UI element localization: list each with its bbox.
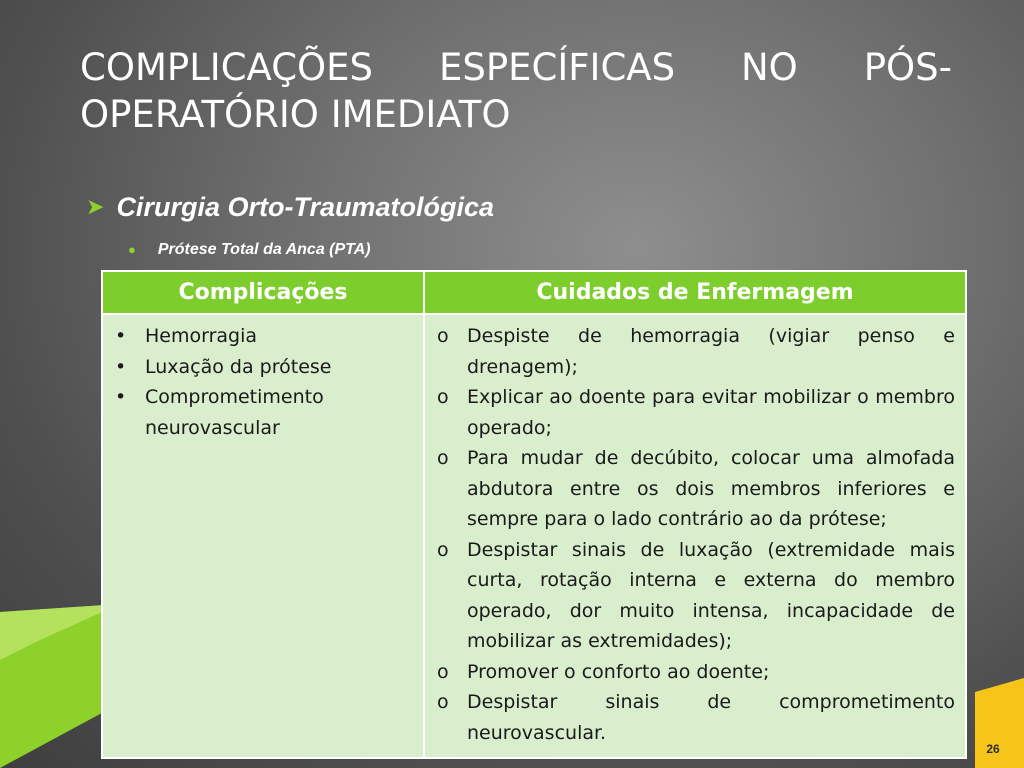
- list-item: • Hemorragia: [115, 321, 415, 352]
- bullet-level2: [128, 239, 371, 261]
- complications-cell: [102, 314, 424, 758]
- bullet-level2-text: Prótese Total da Anca (PTA): [157, 241, 371, 258]
- list-item: o Despiste de hemorragia (vigiar penso e drenagem);: [437, 321, 955, 382]
- dot-icon: ●: [128, 242, 136, 257]
- nursing-care-list: [437, 321, 955, 748]
- nursing-care-cell: [424, 314, 966, 758]
- list-item: o Despistar sinais de luxação (extremidade mais curta, rotação interna e externa do membro operado, dor muito intensa, incapacidade de mobilizar as extremidades);: [437, 535, 955, 657]
- list-item: • Comprometimento neurovascular: [115, 382, 415, 443]
- list-item: o Para mudar de decúbito, colocar uma almofada abdutora entre os dois membros inferiores e sempre para o lado contrário ao da prótese;: [437, 443, 955, 535]
- list-item: o Despistar sinais de comprometimento neurovascular.: [437, 687, 955, 748]
- list-item: o Promover o conforto ao doente;: [437, 657, 955, 688]
- list-item: • Luxação da prótese: [115, 352, 415, 383]
- header-complications: Complicações: [102, 271, 424, 314]
- header-nursing-care: Cuidados de Enfermagem: [424, 271, 966, 314]
- chevron-right-icon: ➤: [86, 194, 105, 219]
- complications-table: [101, 270, 967, 759]
- table-row: [102, 314, 966, 758]
- slide-title: COMPLICAÇÕES ESPECÍFICAS NO PÓS-OPERATÓRIO IMEDIATO: [80, 46, 952, 136]
- page-number: 26: [986, 742, 1000, 756]
- bullet-level1: [86, 190, 494, 226]
- complications-list: [115, 321, 415, 443]
- bullet-level1-text: Cirurgia Orto-Traumatológica: [116, 192, 494, 222]
- list-item: o Explicar ao doente para evitar mobilizar o membro operado;: [437, 382, 955, 443]
- table-header-row: [102, 271, 966, 314]
